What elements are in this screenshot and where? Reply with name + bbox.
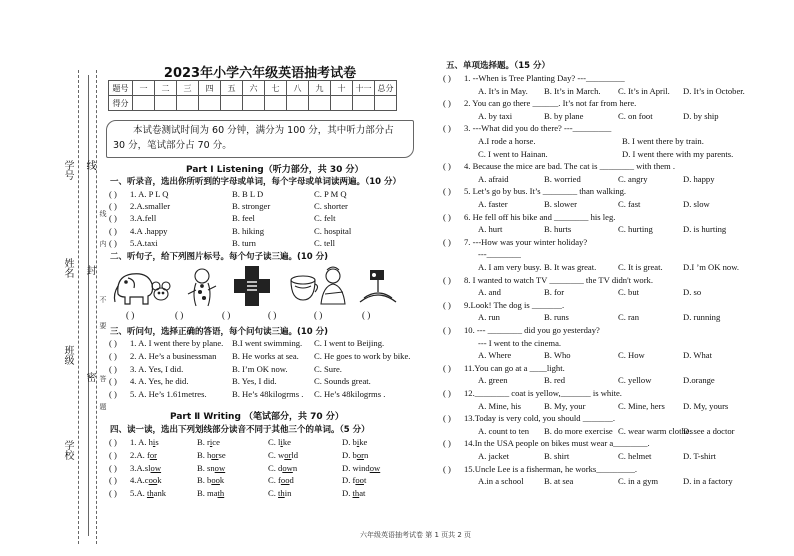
margin-note: 线 [99, 210, 107, 217]
option-prefix: B. sn [197, 462, 215, 473]
listening-option-c: C. hospital [314, 225, 352, 236]
score-input-cell[interactable] [265, 96, 287, 111]
score-input-cell[interactable] [133, 96, 155, 111]
school-label: 学校 [62, 440, 73, 460]
answer-bracket[interactable]: ( ) [175, 310, 184, 320]
question-text: 8. I wanted to watch TV ________ the TV didn't work. [464, 274, 653, 285]
response-option-b: B. He’s 48kilogrms . [232, 389, 304, 400]
question-text: 11.You can go at a ____light. [464, 362, 565, 373]
choice-c: C. hurting [618, 224, 653, 235]
underlined-letters: th [278, 488, 285, 499]
phonics-option [197, 488, 224, 498]
choice-a: A.I rode a horse. [478, 136, 536, 146]
leopard-picture [182, 266, 222, 310]
option-prefix: B. r [197, 437, 210, 447]
choice-a: A. count to ten [478, 425, 530, 436]
choice-a: A. Mine, his [478, 400, 521, 411]
option-prefix: 3.A.sl [130, 462, 151, 473]
choice-a: A. afraid [478, 173, 509, 184]
margin-line-label: 线 [84, 160, 95, 170]
choice-c: C. It’s in April. [618, 85, 670, 96]
phonics-option [342, 450, 368, 460]
choice-a: A. I am very busy. [478, 262, 542, 272]
option-prefix: C. [268, 488, 279, 499]
choice-d: D. running [683, 312, 721, 323]
underlined-letters: ow [282, 462, 293, 473]
score-input-cell[interactable] [331, 96, 353, 111]
score-input-cell[interactable] [221, 96, 243, 111]
listening-option-a: 1. A. P L Q [130, 189, 169, 199]
score-input-cell[interactable] [243, 96, 265, 111]
question-text: 2. You can go there ______. It’s not far from here. [464, 98, 637, 109]
score-cell: 得分 [109, 96, 133, 111]
choice-d: D. so [683, 287, 702, 298]
option-suffix: se [218, 449, 226, 460]
choice-d: D. It’s in October. [683, 85, 745, 96]
option-suffix: ank [153, 488, 167, 499]
choice-c: C. It is great. [618, 262, 663, 272]
option-suffix: in [284, 488, 292, 499]
answer-bracket[interactable]: ( ) [109, 350, 117, 361]
person-picture [313, 266, 355, 306]
choice-b: B. It was great. [544, 262, 597, 272]
phonics-option [268, 488, 291, 498]
choice-b: B. I went there by train. [622, 136, 704, 146]
margin-note: 题 [99, 403, 107, 410]
choice-a: A. Where [478, 350, 512, 361]
choice-b: B. do more exercise [544, 425, 613, 436]
underlined-letters: i [356, 437, 360, 447]
answer-bracket[interactable]: ( ) [109, 189, 117, 199]
question-text: 1. --When is Tree Planting Day? ---_________ [464, 73, 625, 83]
underlined-letters: th [352, 488, 360, 499]
listening-option-c: C. shorter [314, 201, 348, 212]
listening-option-a: 4.A .happy [130, 225, 168, 236]
option-prefix: 1. A. h [130, 437, 153, 447]
phonics-option [197, 437, 220, 447]
student-id-label: 学号 [62, 160, 73, 180]
section3-title: 三、听问句，选择正确的答语，每个问句读三遍。(10 分) [110, 327, 329, 337]
answer-bracket[interactable]: ( ) [109, 213, 117, 224]
answer-bracket[interactable]: ( ) [109, 338, 117, 348]
phonics-option [130, 463, 161, 473]
option-prefix: C. f [268, 475, 281, 486]
phonics-option [342, 475, 366, 485]
question-text: 7. ---How was your winter holiday? [464, 236, 588, 247]
score-cell: 五 [221, 81, 243, 96]
choice-a: A. run [478, 312, 500, 323]
question-text: 12.________ coat is yellow,_______ is white. [464, 388, 622, 398]
choice-c: C. fast [618, 199, 641, 209]
response-option-a: 3. A. Yes, I did. [130, 363, 184, 374]
option-suffix: d [289, 475, 294, 486]
choice-d: D. happy [683, 173, 715, 184]
score-cell: 总分 [375, 81, 397, 96]
option-prefix: D. b [342, 437, 357, 447]
choice-a: A. hurt [478, 224, 503, 235]
phonics-option [130, 475, 162, 485]
underlined-letters: ow [150, 462, 162, 473]
choice-b: B. runs [544, 312, 569, 323]
answer-bracket[interactable]: ( ) [443, 299, 451, 310]
choice-a: A. green [478, 375, 508, 386]
cut-line [78, 70, 79, 544]
score-cell: 题号 [109, 81, 133, 96]
question-text: 13.Today is very cold, you should _______. [464, 413, 615, 424]
option-prefix: C. l [268, 437, 281, 447]
underlined-letters: or [149, 449, 157, 460]
answer-bracket[interactable]: ( ) [109, 376, 117, 387]
choice-b: B. Who [544, 350, 571, 361]
answer-bracket[interactable]: ( ) [109, 225, 117, 236]
listening-option-a: 3.A.fell [130, 213, 157, 224]
class-label: 班级 [62, 345, 73, 365]
margin-note: 内 [99, 240, 107, 247]
answer-bracket[interactable]: ( ) [109, 437, 117, 447]
listening-option-c: C. felt [314, 213, 336, 224]
answer-bracket[interactable]: ( ) [443, 236, 451, 247]
choice-a: A. It’s in May. [478, 85, 528, 96]
choice-b: B. hurts [544, 224, 572, 235]
answer-bracket[interactable]: ( ) [443, 463, 451, 474]
question-text: 5. Let’s go by bus. It’s ________ than walking. [464, 186, 627, 197]
part2-title: Part Ⅱ Writing （笔试部分，共 70 分） [170, 412, 344, 422]
option-prefix: D. [342, 488, 353, 499]
question-text: 15.Uncle Lee is a fisherman, he works_________. [464, 463, 638, 474]
score-input-cell[interactable] [199, 96, 221, 111]
option-suffix: ke [359, 437, 368, 447]
answer-bracket[interactable]: ( ) [126, 310, 135, 320]
score-cell: 一 [133, 81, 155, 96]
phonics-option [268, 437, 291, 447]
underlined-letters: th [217, 488, 225, 499]
score-input-cell[interactable] [177, 96, 199, 111]
score-table-header-row [109, 81, 397, 96]
question-text: 3. ---What did you do there? ---_________ [464, 123, 612, 134]
listening-option-a: 5.A.taxi [130, 237, 158, 248]
score-input-cell[interactable] [353, 96, 375, 111]
answer-bracket[interactable]: ( ) [109, 201, 117, 212]
underlined-letters: th [146, 488, 154, 499]
margin-seal-label: 封 [84, 265, 95, 275]
question-text: 9.Look! The dog is _______. [464, 299, 565, 310]
choice-d: D. I went there with my parents. [622, 148, 734, 159]
question-text: 4. Because the mice are bad. The cat is ________ with them . [464, 161, 676, 172]
response-option-a: 2. A. He’s a businessman [130, 350, 217, 361]
choice-b: B. slower [544, 199, 577, 209]
option-prefix: D. f [342, 475, 356, 486]
listening-option-b: B. feel [232, 213, 255, 224]
phonics-option [342, 463, 380, 473]
choice-c: C. Mine, hers [618, 400, 665, 411]
choice-c: C. I went to Hainan. [478, 148, 548, 159]
listening-option-a: 2.A.smaller [130, 201, 171, 212]
response-option-a: 5. A. He’s 1.61metres. [130, 389, 207, 400]
choice-d: D. My, yours [683, 400, 729, 411]
score-cell: 六 [243, 81, 265, 96]
underlined-letters: i [152, 437, 156, 447]
answer-bracket[interactable]: ( ) [443, 186, 451, 197]
option-suffix: at [359, 488, 366, 499]
page-footer: 六年级英语抽考试卷 第 1 页共 2 页 [360, 531, 472, 539]
choice-d: D. see a doctor [683, 425, 735, 436]
answer-bracket[interactable]: ( ) [109, 237, 117, 248]
option-prefix: D. b [342, 449, 357, 460]
binding-margin [0, 0, 110, 556]
option-prefix: D. wind [342, 462, 370, 473]
response-option-b: B. He works at sea. [232, 350, 299, 361]
choice-c: C. ran [618, 312, 640, 323]
answer-bracket[interactable]: ( ) [443, 211, 451, 222]
choice-d: D. by ship [683, 110, 719, 121]
underlined-letters: ow [369, 462, 381, 473]
phonics-option [197, 475, 224, 485]
choice-c: C. helmet [618, 451, 652, 461]
margin-note: 要 [99, 322, 107, 329]
underlined-letters: oo [280, 475, 290, 486]
margin-secret-label: 密 [84, 372, 95, 382]
option-suffix: s [155, 437, 159, 447]
answer-bracket[interactable]: ( ) [443, 325, 451, 335]
phonics-option [268, 475, 294, 485]
score-cell: 二 [155, 81, 177, 96]
answer-bracket[interactable]: ( ) [109, 389, 117, 400]
choice-a: A. and [478, 287, 501, 298]
option-prefix: B. b [197, 475, 212, 486]
question-text: 14.In the USA people on bikes must wear a________. [464, 438, 650, 449]
score-table [108, 80, 397, 111]
answer-bracket[interactable]: ( ) [443, 413, 451, 424]
score-input-cell[interactable] [287, 96, 309, 111]
answer-bracket[interactable]: ( ) [314, 310, 323, 320]
exam-notice: 本试卷测试时间为 60 分钟，满分为 100 分，其中听力部分占 30 分，笔试部分占 70 分。 [106, 120, 414, 158]
choice-b: B. It’s in March. [544, 85, 601, 96]
phonics-option [197, 463, 225, 473]
phonics-option [130, 437, 159, 447]
listening-option-b: B. turn [232, 237, 256, 248]
section4-title: 四、读一读，选出下列划线部分读音不同于其他三个的单词。（5 分） [110, 425, 370, 435]
choice-c: C. wear warm clothes [618, 425, 693, 436]
section1-title: 一、听录音，选出你所听到的字母或单词，每个字母或单词读两遍。（10 分） [110, 177, 402, 187]
response-option-c: C. He goes to work by bike. [314, 350, 411, 361]
option-suffix: n [363, 449, 369, 460]
listening-option-b: B. hiking [232, 225, 264, 236]
option-suffix: n [292, 462, 298, 473]
phonics-option [268, 463, 297, 473]
answer-bracket[interactable]: ( ) [443, 73, 451, 83]
answer-bracket[interactable]: ( ) [443, 388, 451, 398]
choice-a: A.in a school [478, 476, 524, 487]
answer-bracket[interactable]: ( ) [443, 274, 451, 285]
option-prefix: C. w [268, 449, 285, 460]
response-option-b: B. I’m OK now. [232, 363, 288, 374]
answer-bracket[interactable]: ( ) [109, 363, 117, 374]
option-suffix: k [219, 475, 225, 486]
choice-d: D.I ’m OK now. [683, 262, 740, 272]
response-option-c: C. He’s 48kilogrms . [314, 389, 386, 400]
part1-title: Part Ⅰ Listening（听力部分，共 30 分） [186, 165, 364, 175]
margin-note: 不 [99, 296, 107, 303]
choice-c: C. How [618, 350, 645, 361]
question-text: 6. He fell off his bike and ________ his leg. [464, 211, 616, 222]
response-option-c: C. Sounds great. [314, 376, 371, 387]
score-cell: 九 [309, 81, 331, 96]
score-cell: 四 [199, 81, 221, 96]
choice-b: B. at sea [544, 476, 574, 487]
score-input-cell[interactable] [375, 96, 397, 111]
choice-d: D. is hurting [683, 224, 727, 235]
underlined-letters: oo [211, 475, 220, 486]
listening-option-c: C. tell [314, 237, 336, 248]
underlined-letters: or [284, 449, 292, 460]
mouse-picture [148, 266, 174, 306]
section5-title: 五、单项选择题。（15 分） [446, 61, 551, 71]
option-prefix: C. d [268, 462, 283, 473]
question-text: 10. --- ________ did you go yesterday? [464, 325, 600, 335]
answer-bracket[interactable]: ( ) [109, 462, 117, 473]
underlined-letters: i [209, 437, 213, 447]
option-prefix: B. h [197, 449, 212, 460]
score-input-cell[interactable] [155, 96, 177, 111]
option-suffix: ke [282, 437, 291, 447]
underlined-letters: oo [148, 475, 158, 486]
choice-b: B. red [544, 375, 566, 386]
answer-bracket[interactable]: ( ) [443, 98, 451, 109]
score-cell: 八 [287, 81, 309, 96]
response-option-a: 4. A. Yes, he did. [130, 376, 189, 387]
listening-option-c: C. P M Q [314, 189, 347, 199]
choice-b: B. by plane [544, 110, 584, 121]
question-text: ---________ [478, 249, 521, 260]
choice-c: C. in a gym [618, 476, 659, 487]
option-prefix: B. ma [197, 488, 218, 499]
choice-c: C. but [618, 287, 640, 298]
phonics-option [197, 450, 226, 460]
choice-b: B. worried [544, 173, 581, 184]
option-suffix: t [363, 475, 367, 486]
cut-line [96, 70, 97, 544]
score-cell: 十 [331, 81, 353, 96]
answer-bracket[interactable]: ( ) [443, 123, 451, 134]
phonics-option [342, 488, 365, 498]
answer-bracket[interactable]: ( ) [443, 438, 451, 449]
choice-d: D.orange [683, 375, 715, 386]
answer-bracket[interactable]: ( ) [443, 161, 451, 172]
margin-note: 答 [99, 375, 107, 382]
answer-bracket[interactable]: ( ) [109, 488, 117, 499]
underlined-letters: oo [355, 475, 364, 486]
listening-option-b: B. stronger [232, 201, 271, 212]
response-option-c: C. Sure. [314, 363, 342, 374]
crossroad-picture [234, 266, 270, 306]
choice-b: B. for [544, 287, 565, 298]
option-prefix: 5.A. [130, 488, 147, 499]
name-label: 姓名 [62, 258, 73, 278]
underlined-letters: i [280, 437, 283, 447]
section2-title: 二、听句子，给下列图片标号。每个句子读三遍。(10 分) [110, 252, 329, 262]
phonics-option [342, 437, 367, 447]
option-suffix: ld [291, 449, 299, 460]
answer-bracket[interactable]: ( ) [109, 475, 117, 486]
option-prefix: 4.A.c [130, 475, 149, 486]
margin-divider [88, 75, 89, 536]
listening-option-b: B. B L D [232, 189, 264, 199]
choice-b: B. shirt [544, 451, 570, 461]
answer-bracket[interactable]: ( ) [443, 362, 451, 373]
choice-a: A. by taxi [478, 110, 513, 121]
choice-a: A. faster [478, 199, 508, 209]
option-prefix: 2.A. f [130, 449, 150, 460]
score-table-score-row [109, 96, 397, 111]
exam-title: 2023年小学六年级英语抽考试卷 [163, 66, 357, 81]
phonics-option [130, 450, 157, 460]
choice-d: D. What [683, 350, 712, 361]
option-suffix: ce [212, 437, 220, 447]
choice-c: C. on foot [618, 110, 653, 121]
choice-b: B. My, your [544, 400, 586, 411]
score-cell: 十一 [353, 81, 375, 96]
choice-c: C. angry [618, 173, 648, 184]
underlined-letters: or [356, 449, 364, 460]
underlined-letters: or [211, 449, 219, 460]
response-option-a: 1. A. I went there by plane. [130, 338, 224, 348]
choice-c: C. yellow [618, 375, 652, 386]
score-input-cell[interactable] [309, 96, 331, 111]
choice-d: D. T-shirt [683, 451, 716, 461]
choice-d: D. in a factory [683, 476, 733, 487]
question-text: --- I went to the cinema. [478, 337, 562, 348]
choice-a: A. jacket [478, 451, 510, 461]
cinema-picture [356, 266, 400, 306]
score-cell: 三 [177, 81, 199, 96]
choice-d: D. slow [683, 199, 710, 209]
answer-bracket[interactable]: ( ) [222, 310, 231, 320]
response-option-b: B.I went swimming. [232, 338, 303, 348]
underlined-letters: ow [214, 462, 226, 473]
option-suffix: k [157, 475, 162, 486]
answer-bracket[interactable]: ( ) [268, 310, 277, 320]
answer-bracket[interactable]: ( ) [362, 310, 371, 320]
response-option-b: B. Yes, I did. [232, 376, 277, 387]
score-cell: 七 [265, 81, 287, 96]
phonics-option [130, 488, 166, 498]
answer-bracket[interactable]: ( ) [109, 449, 117, 460]
response-option-c: C. I went to Beijing. [314, 338, 385, 348]
phonics-option [268, 450, 298, 460]
